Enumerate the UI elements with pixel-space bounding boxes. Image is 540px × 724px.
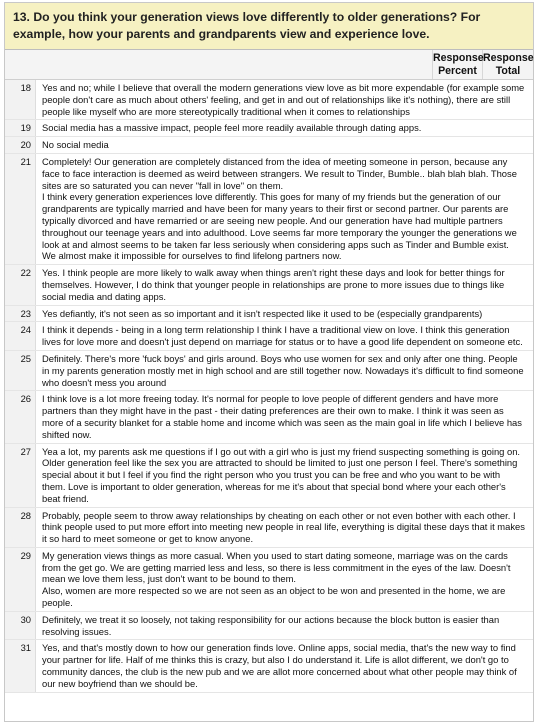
response-percent-header: Response Percent [433, 50, 483, 79]
response-row [5, 612, 533, 641]
response-number: 24 [5, 322, 35, 350]
column-header-row [5, 50, 533, 80]
response-text: Yes, and that's mostly down to how our generation finds love. Online apps, social media, that's the new way to find your partner for life. Half of me thinks this is crazy, but also I do understand it. Life is allot different, we don't go to community dances, the club is the new pub and we are allot more concerned about what other people may think of our new boyfriend than we should be. [35, 640, 533, 691]
response-row [5, 80, 533, 120]
response-number: 30 [5, 612, 35, 640]
response-text: Social media has a massive impact, people feel more readily available through dating apps. [35, 120, 533, 136]
response-number: 25 [5, 351, 35, 390]
response-text: Yea a lot, my parents ask me questions if I go out with a girl who is just my friend suspecting something is going on. Older generation feel like the sex you are attracted to should be limited to just one person I feel. There's something special about it but I feel if you find the right person who you trust you can be free and who you want to be with them. Love is important to older generation, whereas for me it's about that special bond where your each other's beat friend. [35, 444, 533, 507]
response-text: Yes and no; while I believe that overall the modern generations view love as bit more expendable (for example some people don't care as much about others' feeling, and get in and out of relationships like it's nothing), there are still people like myself who are more stereotypically traditional when it comes to relationships [35, 80, 533, 119]
response-row [5, 548, 533, 612]
response-number: 22 [5, 265, 35, 304]
response-row [5, 640, 533, 692]
response-text: Probably, people seem to throw away relationships by cheating on each other or not even bother with each other. I think people used to put more effort into meeting new people in real life, everything is digital these days that it makes it so hard to meet someone or get to know anyone. [35, 508, 533, 547]
response-row [5, 391, 533, 443]
survey-response-panel [4, 2, 534, 722]
response-number: 26 [5, 391, 35, 442]
response-text: Completely! Our generation are completely distanced from the idea of meeting someone in person, because any face to face interaction is deemed as weird between strangers. We result to Tinder, Bumble.. blah blah blah. Those sites are so saturated you can never "fall in love" on them. I think every generation experiences love differently. This goes for many of my friends but the generation of our grandparents are typically married and have been for many years to their first or second partner. Our parents are typically divorced and have remarried or are seeing new people. And our generation have had multiple partners throughout our teenage years and into adulthood. Love seems far more temporary the younger the generations we look at and almost seems to be taken far less seriously when considering apps such as Tinder and Bumble exist. We almost make it impossible for ourselves to find lifelong partners now. [35, 154, 533, 264]
response-text: I think love is a lot more freeing today. It's normal for people to love people of different genders and have more partners than they might have in the past - their dating preferences are their own to make. I think it was seen as more of a security blanket for a stable home and income which was seen as the main goal in life which I believe has shifted now. [35, 391, 533, 442]
response-row [5, 154, 533, 265]
response-row [5, 508, 533, 548]
response-text: My generation views things as more casual. When you used to start dating someone, marriage was on the cards from the get go. We are getting married less and less, so there is less commitment in the eyes of the law. Doesn't mean we love them less, just don't want to be bound to them. Also, women are more respected so we are not seen as an object to be won and presented in the home, we are people. [35, 548, 533, 611]
question-header: 13. Do you think your generation views love differently to older generations? For example, how your parents and grandparents view and experience love. [5, 3, 533, 50]
response-number: 18 [5, 80, 35, 119]
responses-list [5, 80, 533, 693]
response-row [5, 351, 533, 391]
response-number: 28 [5, 508, 35, 547]
response-text: No social media [35, 137, 533, 153]
response-text: Definitely, we treat it so loosely, not taking responsibility for our actions because the block button is easier than resolving issues. [35, 612, 533, 640]
response-number: 20 [5, 137, 35, 153]
response-number: 27 [5, 444, 35, 507]
response-number: 23 [5, 306, 35, 322]
column-header-blank [5, 50, 433, 79]
response-row [5, 265, 533, 305]
response-text: Yes defiantly, it's not seen as so important and it isn't respected like it used to be (especially grandparents) [35, 306, 533, 322]
response-text: I think it depends - being in a long term relationship I think I have a traditional view on love. I think this generation lives for love more and doesn't just depend on marriage for status or to have a good life dependent on someone etc. [35, 322, 533, 350]
response-text: Yes. I think people are more likely to walk away when things aren't right these days and look for better things for themselves. However, I do think that younger people in relationships are prone to more issues due to things like social media and dating apps. [35, 265, 533, 304]
response-number: 21 [5, 154, 35, 264]
response-text: Definitely. There's more 'fuck boys' and girls around. Boys who use women for sex and only after one thing. People in my parents generation mostly met in high school and are still together now. Nowadays it's difficult to find someone who doesn't mess you around [35, 351, 533, 390]
response-row [5, 120, 533, 137]
response-row [5, 444, 533, 508]
response-number: 19 [5, 120, 35, 136]
response-row [5, 137, 533, 154]
response-row [5, 306, 533, 323]
response-total-header: Response Total [483, 52, 534, 77]
response-row [5, 322, 533, 351]
response-number: 31 [5, 640, 35, 691]
response-number: 29 [5, 548, 35, 611]
